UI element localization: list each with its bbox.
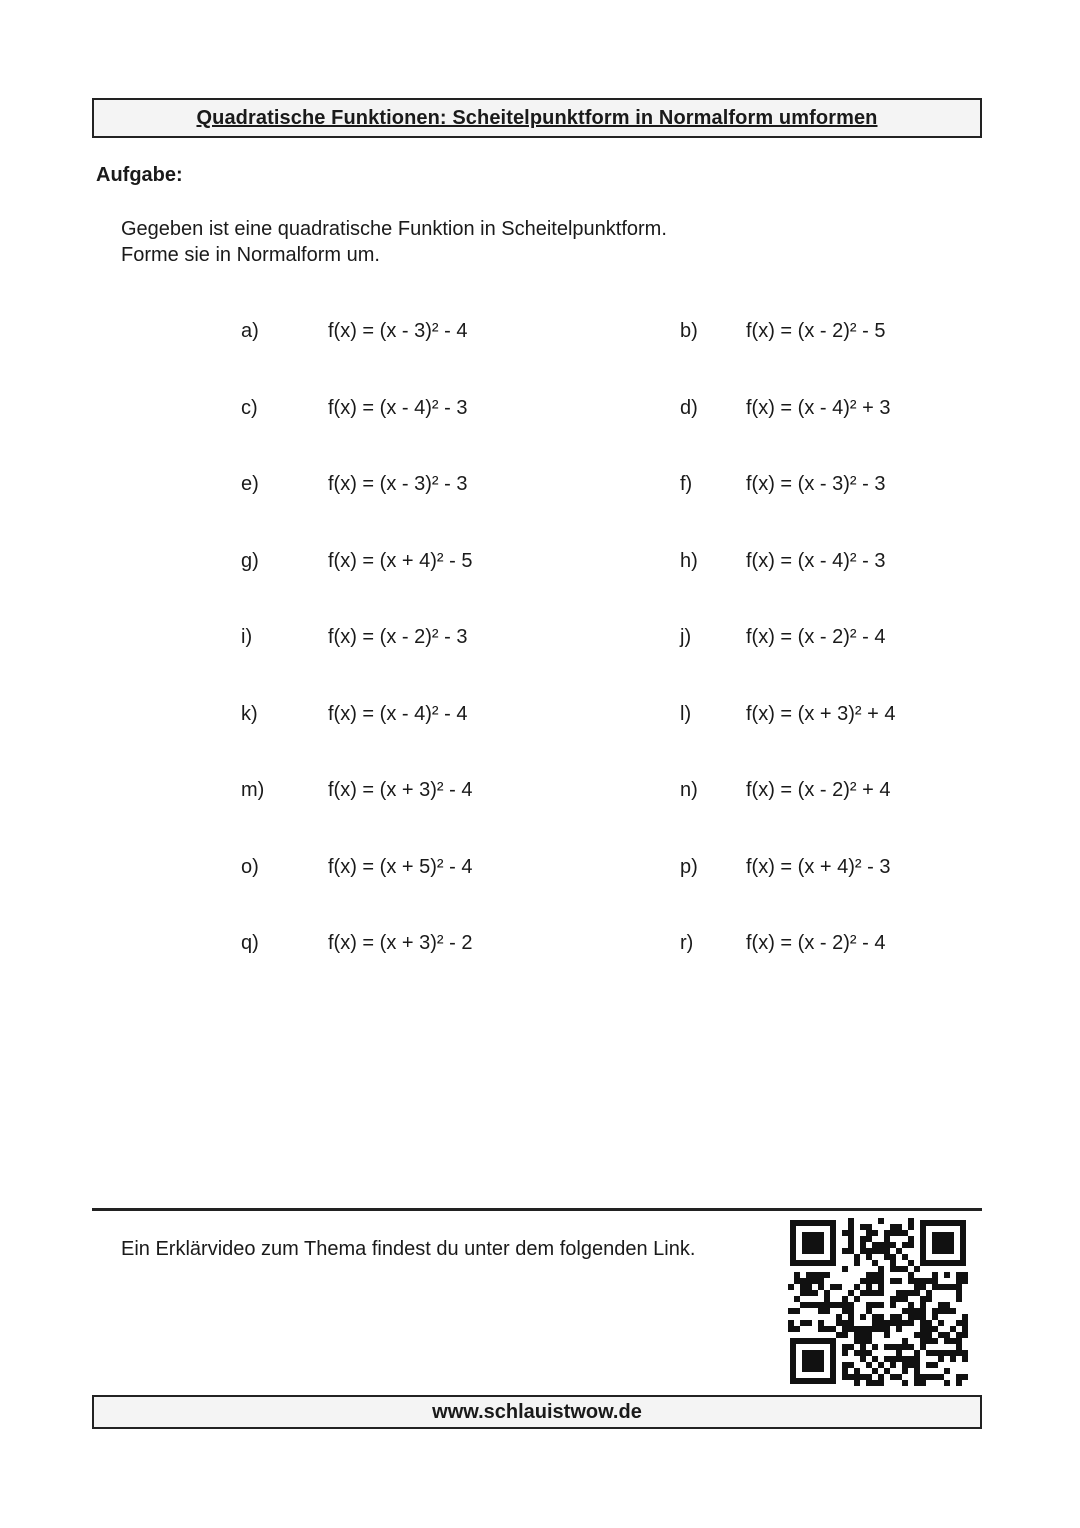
exercise-label: h) — [680, 549, 698, 572]
exercise-formula: f(x) = (x + 4)² - 5 — [328, 549, 473, 572]
exercise-label: m) — [241, 779, 265, 801]
exercise-formula: f(x) = (x - 2)² - 4 — [746, 626, 886, 648]
exercise-formula: f(x) = (x + 3)² - 2 — [328, 932, 473, 954]
exercise-label: i) — [241, 626, 253, 648]
exercise-label: d) — [680, 396, 698, 419]
exercise-label: g) — [241, 549, 259, 572]
task-label: Aufgabe: — [96, 164, 183, 186]
exercise-label: j) — [680, 626, 692, 648]
exercise-label: n) — [680, 779, 698, 801]
exercise-formula: f(x) = (x - 3)² - 3 — [328, 473, 468, 495]
exercise-label: l) — [680, 702, 692, 725]
exercise-formula: f(x) = (x + 5)² - 4 — [328, 855, 473, 878]
exercise-formula: f(x) = (x + 4)² - 3 — [746, 855, 891, 878]
exercise-label: c) — [241, 396, 258, 419]
title-box — [92, 98, 982, 138]
instruction-line: Forme sie in Normalform um. — [121, 244, 380, 266]
video-hint: Ein Erklärvideo zum Thema findest du unter dem folgenden Link. — [121, 1238, 696, 1260]
exercise-formula: f(x) = (x - 2)² - 4 — [746, 932, 886, 954]
exercise-formula: f(x) = (x - 4)² - 3 — [746, 549, 886, 572]
exercise-formula: f(x) = (x - 4)² - 3 — [328, 396, 468, 419]
exercise-label: k) — [241, 702, 258, 725]
qr-code-icon[interactable] — [788, 1218, 968, 1386]
exercise-formula: f(x) = (x - 2)² - 5 — [746, 320, 886, 342]
exercise-label: e) — [241, 473, 259, 495]
exercise-label: r) — [680, 932, 694, 954]
footer-box — [92, 1395, 982, 1429]
exercise-label: f) — [680, 473, 693, 495]
exercise-label: b) — [680, 320, 698, 342]
exercise-formula: f(x) = (x - 2)² - 3 — [328, 626, 468, 648]
footer-divider — [92, 1208, 982, 1211]
exercise-formula: f(x) = (x + 3)² + 4 — [746, 702, 896, 725]
instructions — [121, 216, 667, 268]
website-link[interactable]: www.schlauistwow.de — [432, 1400, 642, 1423]
exercise-label: o) — [241, 855, 259, 878]
exercise-label: a) — [241, 320, 259, 342]
exercise-label: p) — [680, 855, 698, 878]
exercise-label: q) — [241, 932, 259, 954]
page-title: Quadratische Funktionen: Scheitelpunktform in Normalform umformen — [196, 106, 878, 129]
instruction-line: Gegeben ist eine quadratische Funktion in Scheitelpunktform. — [121, 218, 667, 240]
exercise-formula: f(x) = (x - 2)² + 4 — [746, 779, 891, 801]
exercise-formula: f(x) = (x - 4)² - 4 — [328, 702, 468, 725]
exercise-formula: f(x) = (x - 4)² + 3 — [746, 396, 891, 419]
exercise-formula: f(x) = (x - 3)² - 4 — [328, 320, 468, 342]
exercise-formula: f(x) = (x + 3)² - 4 — [328, 779, 473, 801]
exercise-formula: f(x) = (x - 3)² - 3 — [746, 473, 886, 495]
